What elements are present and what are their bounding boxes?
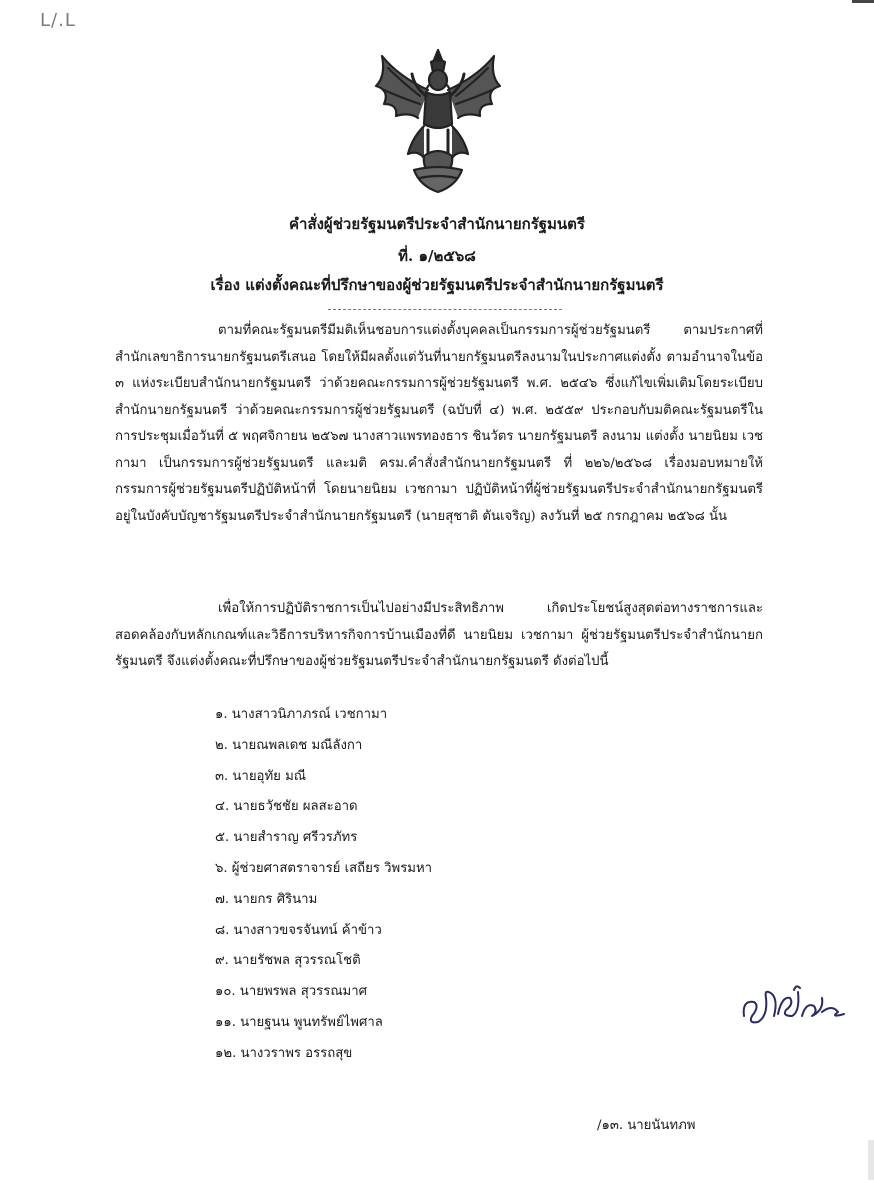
list-item: ๔. นายธวัชชัย ผลสะอาด: [215, 799, 358, 815]
list-item: ๙. นายรัชพล สุวรรณโชติ: [215, 953, 361, 969]
page-corner-mark: L/.L: [40, 10, 76, 31]
list-item: ๗. นายกร ศิรินาม: [215, 891, 318, 907]
scan-edge-mark: [852, 0, 874, 3]
list-item: ๖. ผู้ช่วยศาสตราจารย์ เสถียร วิพรมหา: [215, 860, 433, 876]
list-item: ๑. นางสาวนิภาภรณ์ เวชกามา: [215, 707, 388, 722]
heading-divider: [328, 309, 562, 310]
list-item: ๑๒. นางวราพร อรรถสุข: [215, 1045, 353, 1061]
advisor-list: [215, 700, 432, 1070]
list-item: ๘. นางสาวขจรจันทน์ ค้าข้าว: [215, 922, 382, 938]
body-paragraph-1: ตามที่คณะรัฐมนตรีมีมติเห็นชอบการแต่งตั้งบุคคลเป็นกรรมการผู้ช่วยรัฐมนตรี ตามประกาศที่สำนักเลขาธิการนายกรัฐมนตรีเสนอ โดยให้มีผลตั้งแต่วันที่นายกรัฐมนตรีลงนามในประกาศแต่งตั้ง ตามอำนาจในข้อ ๓ แห่งระเบียบสำนักนายกรัฐมนตรี ว่าด้วยคณะกรรมการผู้ช่วยรัฐมนตรี พ.ศ. ๒๕๔๖ ซึ่งแก้ไขเพิ่มเติมโดยระเบียบสำนักนายกรัฐมนตรี ว่าด้วยคณะกรรมการผู้ช่วยรัฐมนตรี (ฉบับที่ ๔) พ.ศ. ๒๕๕๙ ประกอบกับมติคณะรัฐมนตรีในการประชุมเมื่อวันที่ ๕ พฤศจิกายน ๒๕๖๗ นางสาวแพรทองธาร ชินวัตร นายกรัฐมนตรี ลงนาม แต่งตั้ง นายนิยม เวชกามา เป็นกรรมการผู้ช่วยรัฐมนตรี และมติ ครม.คำสั่งสำนักนายกรัฐมนตรี ที่ ๒๒๖/๒๕๖๘ เรื่องมอบหมายให้กรรมการผู้ช่วยรัฐมนตรีปฏิบัติหน้าที่ โดยนายนิยม เวชกามา ปฏิบัติหน้าที่ผู้ช่วยรัฐมนตรีประจำสำนักนายกรัฐมนตรี อยู่ในบังคับบัญชารัฐมนตรีประจำสำนักนายกรัฐมนตรี (นายสุชาติ ตันเจริญ) ลงวันที่ ๒๕ กรกฎาคม ๒๕๖๘ นั้น: [115, 323, 763, 524]
list-item: ๕. นายสำราญ ศรีวรภัทร: [215, 830, 358, 846]
order-title: คำสั่งผู้ช่วยรัฐมนตรีประจำสำนักนายกรัฐมนตรี: [289, 215, 585, 233]
handwritten-signature-icon: [734, 976, 854, 1036]
continuation-note: /๑๓. นายนันทภพ: [597, 1118, 696, 1133]
list-item: ๒. นายณพลเดช มณีลังกา: [215, 737, 363, 753]
scan-edge-shadow: [868, 1140, 874, 1180]
garuda-emblem-icon: [368, 46, 508, 196]
order-subject: เรื่อง แต่งตั้งคณะที่ปรึกษาของผู้ช่วยรัฐมนตรีประจำสำนักนายกรัฐมนตรี: [210, 276, 664, 294]
body-paragraph-2: เพื่อให้การปฏิบัติราชการเป็นไปอย่างมีประสิทธิภาพ เกิดประโยชน์สูงสุดต่อทางราชการและสอดคล้องกับหลักเกณฑ์และวิธีการบริหารกิจการบ้านเมืองที่ดี นายนิยม เวชกามา ผู้ช่วยรัฐมนตรีประจำสำนักนายกรัฐมนตรี จึงแต่งตั้งคณะที่ปรึกษาของผู้ช่วยรัฐมนตรีประจำสำนักนายกรัฐมนตรี ดังต่อไปนี้: [115, 601, 763, 669]
order-number: ที่. ๑/๒๕๖๘: [398, 247, 476, 265]
list-item: ๑๑. นายฐนน พูนทรัพย์ไพศาล: [215, 1014, 383, 1030]
list-item: ๓. นายอุทัย มณี: [215, 768, 307, 784]
list-item: ๑๐. นายพรพล สุวรรณมาศ: [215, 984, 368, 1000]
